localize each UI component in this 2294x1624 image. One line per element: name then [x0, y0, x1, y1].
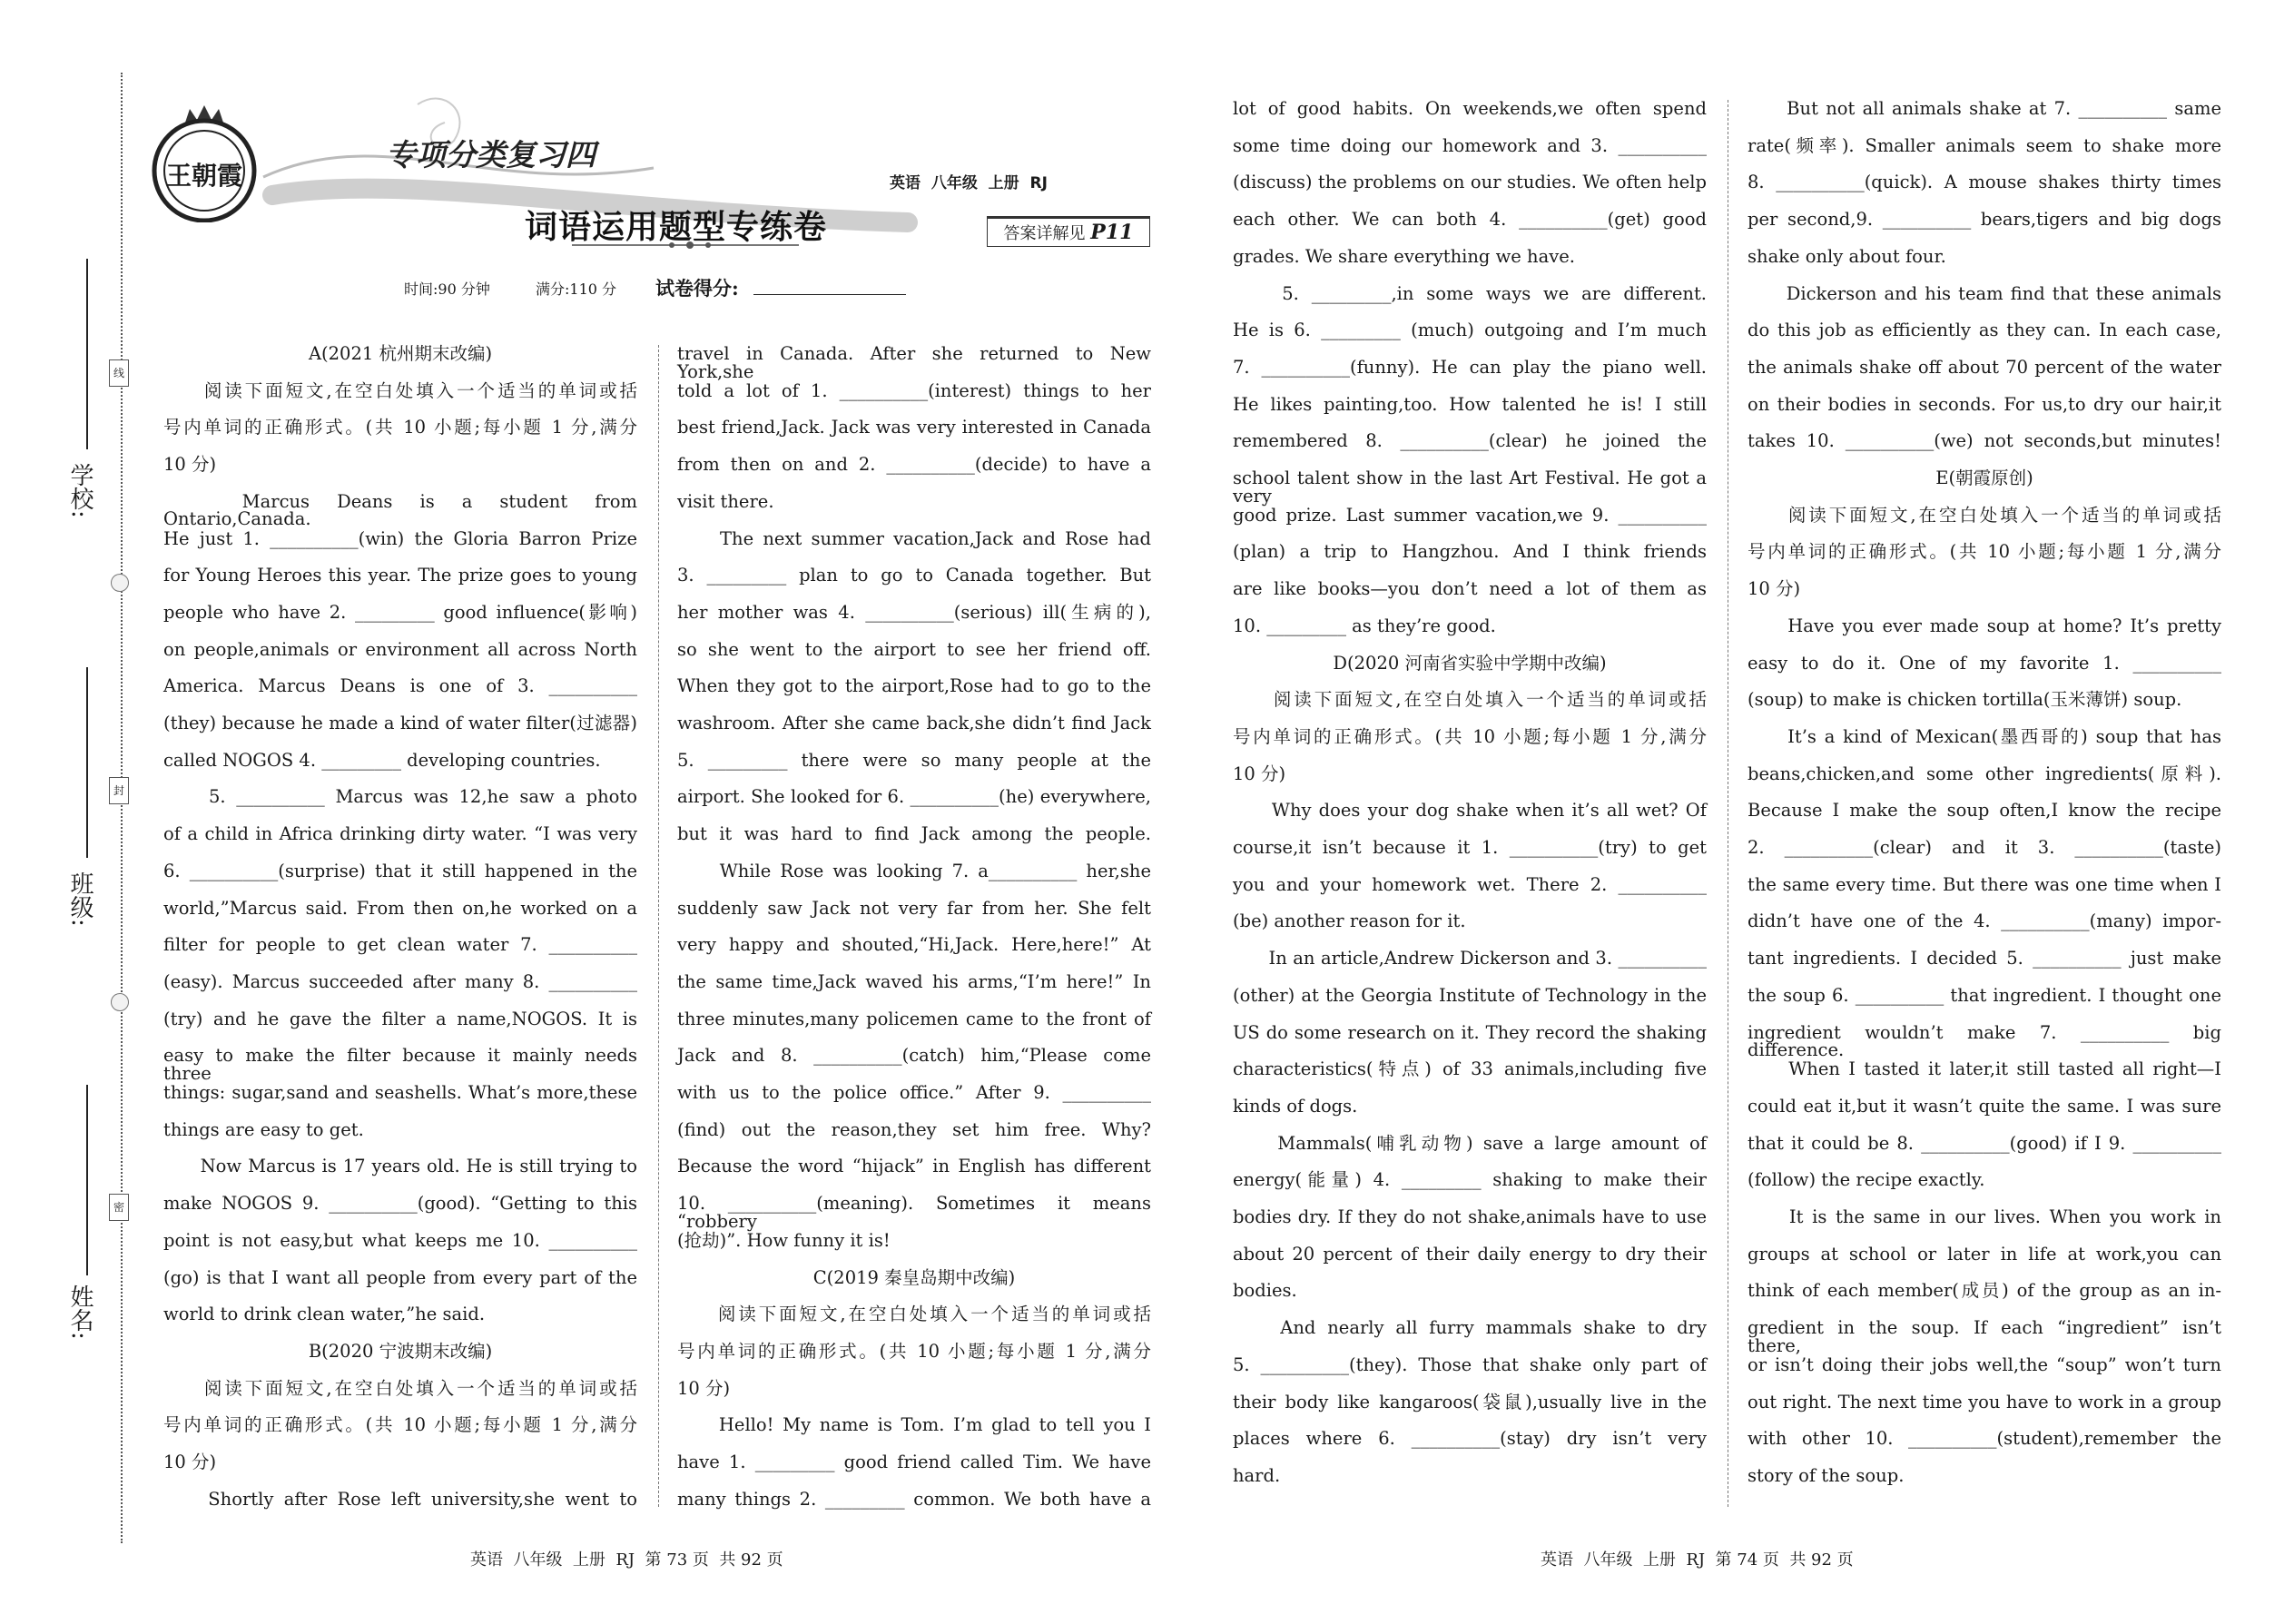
subject-info: 英语 八年级 上册 RJ	[890, 174, 1048, 192]
score-label: 试卷得分:	[655, 277, 739, 300]
text-line: the animals shake off about 70 percent of the water	[1748, 356, 2221, 378]
text-line: 5. _________ there were so many people at the	[677, 749, 1151, 771]
text-line: could eat it,but it wasn’t quite the same. I was sure	[1748, 1095, 2221, 1117]
series-title: 专项分类复习四	[386, 137, 596, 172]
text-line: for Young Heroes this year. The prize goes to young	[163, 565, 637, 586]
text-line: Because the word “hijack” in English has different	[677, 1156, 1151, 1177]
text-line: the soup 6. __________ that ingredient. I thought one	[1748, 984, 2221, 1006]
text-line: airport. She looked for 6. __________(he) everywhere,	[677, 786, 1151, 808]
binding-hole	[111, 574, 129, 592]
text-line: 6. __________(surprise) that it still happened in the	[163, 860, 637, 881]
text-line: 10 分)	[1748, 578, 1801, 600]
section-heading: A(2021 杭州期末改编)	[308, 343, 493, 364]
text-line: on their bodies in seconds. For us,to dry our hair,it	[1748, 393, 2221, 415]
text-line: are like books—you don’t need a lot of them as	[1233, 578, 1707, 600]
name-field[interactable]	[86, 1085, 88, 1275]
text-line: (抢劫)”. How funny it is!	[677, 1229, 891, 1251]
text-line: world to drink clean water,”he said.	[163, 1304, 486, 1325]
text-line: from then on and 2. __________(decide) to have a	[677, 454, 1151, 476]
text-line: 阅读下面短文,在空白处填入一个适当的单词或括	[163, 1377, 637, 1399]
text-line: Now Marcus is 17 years old. He is still trying to	[163, 1156, 637, 1177]
text-line: (plan) a trip to Hangzhou. And I think friends	[1233, 541, 1707, 563]
text-line: But not all animals shake at 7. __________ same	[1748, 98, 2221, 119]
text-line: 7. __________(funny). He can play the piano well.	[1233, 356, 1707, 378]
text-line: 阅读下面短文,在空白处填入一个适当的单词或括	[677, 1304, 1151, 1325]
text-line: 8. __________(quick). A mouse shakes thirty times	[1748, 172, 2221, 193]
text-line: out right. The next time you have to work in a group	[1748, 1391, 2221, 1412]
page-title: 词语运用题型专练卷	[525, 208, 828, 246]
text-line: 10 分)	[1233, 763, 1286, 784]
text-line: 10 分)	[163, 1452, 217, 1472]
text-line: Why does your dog shake when it’s all wet? Of	[1233, 800, 1707, 822]
text-line: point is not easy,but what keeps me 10. __________	[163, 1229, 637, 1251]
section-heading: E(朝霞原创)	[1935, 468, 2033, 488]
text-line: US do some research on it. They record the shaking	[1233, 1021, 1707, 1043]
text-line: story of the soup.	[1748, 1464, 1905, 1486]
text-line: their body like kangaroos(袋鼠),usually live in the	[1233, 1391, 1707, 1412]
school-label: 学校:	[66, 463, 94, 518]
text-line: remembered 8. __________(clear) he joined the	[1233, 430, 1707, 452]
text-line: very happy and shouted,“Hi,Jack. Here,here!” At	[677, 934, 1151, 956]
text-line: 号内单词的正确形式。(共 10 小题;每小题 1 分,满分	[163, 417, 637, 438]
seal-tag-dense: 密	[109, 1194, 129, 1221]
text-line: Have you ever made soup at home? It’s pretty	[1748, 615, 2221, 636]
text-line: so she went to the airport to see her friend off.	[677, 638, 1151, 660]
text-line: In an article,Andrew Dickerson and 3. __________	[1233, 948, 1707, 969]
text-line: rate(频率). Smaller animals seem to shake more	[1748, 134, 2221, 156]
text-line: beans,chicken,and some other ingredients(原料).	[1748, 763, 2221, 784]
text-line: (find) out the reason,they set him free. Why?	[677, 1118, 1151, 1140]
score-field[interactable]	[753, 294, 906, 295]
text-line: course,it isn’t because it 1. __________(try) to get	[1233, 837, 1707, 858]
name-label: 姓名:	[66, 1284, 94, 1340]
text-line: visit there.	[677, 490, 774, 512]
text-line: Dickerson and his team find that these animals	[1748, 282, 2221, 304]
text-line: 号内单词的正确形式。(共 10 小题;每小题 1 分,满分	[1748, 541, 2221, 563]
text-line: the same every time. But there was one time when I	[1748, 873, 2221, 895]
text-line: 号内单词的正确形式。(共 10 小题;每小题 1 分,满分	[677, 1340, 1151, 1362]
text-line: places where 6. __________(stay) dry isn’t very	[1233, 1428, 1707, 1450]
text-line: 10. _________ as they’re good.	[1233, 615, 1496, 636]
text-line: many things 2. _________ common. We both have a	[677, 1488, 1151, 1510]
text-line: world,”Marcus said. From then on,he worked on a	[163, 897, 637, 919]
text-line: 阅读下面短文,在空白处填入一个适当的单词或括	[1233, 689, 1707, 711]
text-line: Mammals(哺乳动物) save a large amount of	[1233, 1132, 1707, 1154]
section-heading: B(2020 宁波期末改编)	[308, 1340, 493, 1362]
text-line: takes 10. __________(we) not seconds,but minutes!	[1748, 430, 2221, 452]
page-footer-right: 英语 八年级 上册 RJ 第 74 页 共 92 页	[1541, 1550, 1854, 1570]
text-line: Jack and 8. __________(catch) him,“Please come	[677, 1045, 1151, 1067]
text-line: with us to the police office.” After 9. __________	[677, 1082, 1151, 1103]
text-line: told a lot of 1. __________(interest) things to her	[677, 379, 1151, 401]
section-heading: C(2019 秦皇岛期中改编)	[812, 1266, 1016, 1288]
text-line: you and your homework wet. There 2. __________	[1233, 873, 1707, 895]
text-line: have 1. _________ good friend called Tim. We have	[677, 1452, 1151, 1472]
seal-tag-seal: 封	[109, 777, 129, 804]
text-line: shake only about four.	[1748, 245, 1946, 267]
text-line: When they got to the airport,Rose had to go to the	[677, 675, 1151, 697]
brand-logo-text: 王朝霞	[165, 161, 242, 191]
text-line: on people,animals or environment all across North	[163, 638, 637, 660]
text-line: 10 分)	[677, 1377, 731, 1399]
text-line: best friend,Jack. Jack was very interested in Canada	[677, 417, 1151, 438]
text-line: easy to do it. One of my favorite 1. __________	[1748, 652, 2221, 674]
text-line: 5. _________,in some ways we are different.	[1233, 282, 1707, 304]
text-line: three minutes,many policemen came to the front of	[677, 1008, 1151, 1029]
text-line: It is the same in our lives. When you work in	[1748, 1206, 2221, 1227]
text-line: When I tasted it later,it still tasted all right—I	[1748, 1058, 2221, 1080]
text-line: (be) another reason for it.	[1233, 910, 1466, 932]
text-line: 10 分)	[163, 454, 217, 476]
text-line: characteristics(特点) of 33 animals,including five	[1233, 1058, 1707, 1080]
text-line: 号内单词的正确形式。(共 10 小题;每小题 1 分,满分	[1233, 725, 1707, 747]
text-line: (go) is that I want all people from every part of the	[163, 1266, 637, 1288]
text-line: didn’t have one of the 4. __________(many) impor-	[1748, 910, 2221, 932]
text-line: lot of good habits. On weekends,we often spend	[1233, 98, 1707, 119]
text-line: 号内单词的正确形式。(共 10 小题;每小题 1 分,满分	[163, 1414, 637, 1436]
text-line: 5. __________ Marcus was 12,he saw a photo	[163, 786, 637, 808]
text-line: some time doing our homework and 3. __________	[1233, 134, 1707, 156]
class-label: 班级:	[66, 871, 94, 927]
text-line: good prize. Last summer vacation,we 9. __________	[1233, 504, 1707, 526]
text-line: energy(能量) 4. _________ shaking to make their	[1233, 1169, 1707, 1191]
text-line: Hello! My name is Tom. I’m glad to tell you I	[677, 1414, 1151, 1436]
text-line: He likes painting,too. How talented he is! I still	[1233, 393, 1707, 415]
text-line: America. Marcus Deans is one of 3. __________	[163, 675, 637, 697]
text-line: suddenly saw Jack not very far from her. She felt	[677, 897, 1151, 919]
text-line: school talent show in the last Art Festival. He got a very	[1233, 468, 1707, 507]
text-line: 阅读下面短文,在空白处填入一个适当的单词或括	[1748, 504, 2221, 526]
text-line: 阅读下面短文,在空白处填入一个适当的单词或括	[163, 379, 637, 401]
text-line: things: sugar,sand and seashells. What’s more,these	[163, 1082, 637, 1103]
text-line: grades. We share everything we have.	[1233, 245, 1575, 267]
text-line: (easy). Marcus succeeded after many 8. __________	[163, 970, 637, 992]
text-line: 3. _________ plan to go to Canada together. But	[677, 565, 1151, 586]
text-line: the same time,Jack waved his arms,“I’m here!” In	[677, 970, 1151, 992]
binding-hole	[111, 993, 129, 1011]
answer-reference-box	[987, 216, 1150, 247]
text-line: called NOGOS 4. _________ developing countries.	[163, 749, 601, 771]
text-line: Because I make the soup often,I know the recipe	[1748, 800, 2221, 822]
text-line: with other 10. __________(student),remember the	[1748, 1428, 2221, 1450]
text-line: each other. We can both 4. __________(get) good	[1233, 209, 1707, 231]
exam-full-score: 满分:110 分	[536, 281, 617, 298]
text-line: He just 1. __________(win) the Gloria Barron Prize	[163, 527, 637, 549]
seal-tag-line: 线	[109, 359, 129, 387]
text-line: people who have 2. _________ good influence(影响)	[163, 601, 637, 623]
text-line: of a child in Africa drinking dirty water. “I was very	[163, 823, 637, 845]
text-line: The next summer vacation,Jack and Rose had	[677, 527, 1151, 549]
text-line: bodies.	[1233, 1280, 1297, 1302]
text-line: think of each member(成员) of the group as an in-	[1748, 1280, 2221, 1302]
text-line: He is 6. _________ (much) outgoing and I’m much	[1233, 320, 1707, 341]
answer-reference-page: P11	[1090, 221, 1134, 244]
text-line: make NOGOS 9. __________(good). “Getting to this	[163, 1193, 637, 1215]
text-line: gredient in the soup. If each “ingredient” isn’t there,	[1748, 1317, 2221, 1356]
text-line: but it was hard to find Jack among the people.	[677, 823, 1151, 845]
text-line: about 20 percent of their daily energy to dry their	[1233, 1243, 1707, 1265]
text-line: (other) at the Georgia Institute of Technology in the	[1233, 984, 1707, 1006]
text-line: Shortly after Rose left university,she went to	[163, 1488, 637, 1510]
text-line: easy to make the filter because it mainly needs three	[163, 1045, 637, 1084]
text-line: (try) and he gave the filter a name,NOGOS. It is	[163, 1008, 637, 1029]
exam-time: 时间:90 分钟	[404, 281, 490, 298]
text-line: (follow) the recipe exactly.	[1748, 1169, 1985, 1191]
text-line: bodies dry. If they do not shake,animals have to use	[1233, 1206, 1707, 1227]
class-field[interactable]	[86, 667, 88, 858]
answer-reference-label: 答案详解见	[1003, 224, 1086, 243]
text-line: washroom. After she came back,she didn’t find Jack	[677, 713, 1151, 733]
text-line: per second,9. __________ bears,tigers and big dogs	[1748, 209, 2221, 231]
text-line: (discuss) the problems on our studies. We often help	[1233, 172, 1707, 193]
text-line: Marcus Deans is a student from Ontario,Canada.	[163, 490, 637, 530]
text-line: ingredient wouldn’t make 7. __________ big difference.	[1748, 1021, 2221, 1060]
text-line: 10. __________(meaning). Sometimes it means “robbery	[677, 1193, 1151, 1232]
text-line: do this job as efficiently as they can. In each case,	[1748, 320, 2221, 341]
text-line: And nearly all furry mammals shake to dry	[1233, 1317, 1707, 1339]
page-footer-left: 英语 八年级 上册 RJ 第 73 页 共 92 页	[470, 1550, 783, 1570]
text-line: things are easy to get.	[163, 1118, 364, 1140]
text-line: 5. __________(they). Those that shake only part of	[1233, 1353, 1707, 1375]
text-line: (they) because he made a kind of water filter(过滤器)	[163, 713, 637, 733]
text-line: that it could be 8. __________(good) if I 9. __________	[1748, 1132, 2221, 1154]
text-line: travel in Canada. After she returned to New York,she	[677, 343, 1151, 382]
text-line: kinds of dogs.	[1233, 1095, 1358, 1117]
text-line: While Rose was looking 7. a__________ her,she	[677, 860, 1151, 881]
text-line: or isn’t doing their jobs well,the “soup” won’t turn	[1748, 1353, 2221, 1375]
column-divider	[658, 345, 659, 1507]
text-line: (soup) to make is chicken tortilla(玉米薄饼) soup.	[1748, 689, 2182, 711]
text-line: It’s a kind of Mexican(墨西哥的) soup that has	[1748, 725, 2221, 747]
school-field[interactable]	[86, 259, 88, 449]
text-line: hard.	[1233, 1464, 1281, 1486]
binding-dotted-line	[121, 73, 123, 1543]
text-line: her mother was 4. __________(serious) ill(生病的),	[677, 601, 1151, 623]
text-line: 2. __________(clear) and it 3. __________(taste)	[1748, 837, 2221, 858]
text-line: tant ingredients. I decided 5. __________ just make	[1748, 948, 2221, 969]
section-heading: D(2020 河南省实验中学期中改编)	[1333, 652, 1607, 674]
text-line: filter for people to get clean water 7. __________	[163, 934, 637, 956]
text-line: groups at school or later in life at work,you can	[1748, 1243, 2221, 1265]
